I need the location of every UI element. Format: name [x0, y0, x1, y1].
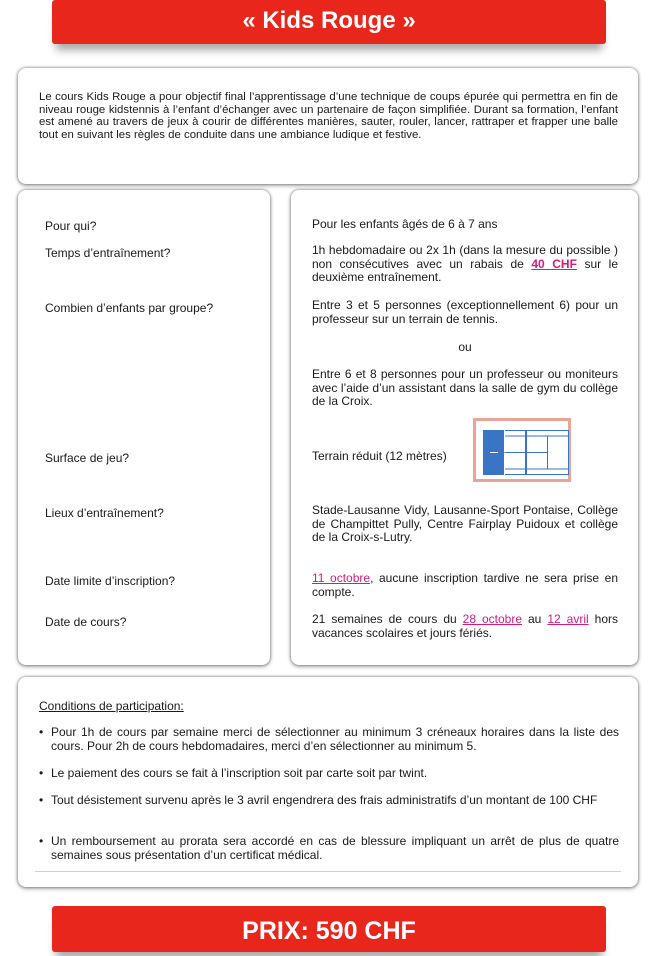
answer-pour-qui: Pour les enfants âgés de 6 à 7 ans — [312, 217, 498, 231]
answer-groupe-gym: Entre 6 et 8 personnes pour un professeur ou moniteurs avec l’aide d’un assistant dans la salle de gym du collège de la Croix. — [312, 367, 618, 409]
answer-or: ou — [458, 340, 472, 354]
price-label: PRIX: 590 CHF — [242, 917, 416, 945]
condition-item: • Le paiement des cours se fait à l’inscription soit par carte soit par twint. — [39, 767, 619, 781]
question-surface: Surface de jeu? — [45, 451, 130, 465]
question-temps: Temps d’entraînement? — [45, 246, 171, 260]
tennis-court-icon — [473, 418, 571, 482]
answer-surface: Terrain réduit (12 mètres) — [312, 449, 447, 463]
questions-panel — [18, 190, 270, 665]
page-title: « Kids Rouge » — [242, 7, 416, 34]
answer-temps: 1h hebdomadaire ou 2x 1h (dans la mesure du possible ) non consécutives avec un rabais de 40 CHF sur le deuxième entraînement. — [312, 243, 619, 285]
question-pour-qui: Pour qui? — [45, 219, 97, 233]
answer-lieux: Stade-Lausanne Vidy, Lausanne-Sport Pontaise, Collège de Champittet Pully, Centre Fairplay Puidoux et collège de la Croix-s-Lutry. — [312, 503, 618, 545]
intro-panel — [18, 68, 638, 184]
question-groupe: Combien d’enfants par groupe? — [45, 301, 214, 315]
condition-item: • Tout désistement survenu après le 3 avril engendrera des frais administratifs d’un montant de 100 CHF — [39, 794, 619, 808]
end-date: 12 avril — [547, 612, 589, 626]
condition-item: • Pour 1h de cours par semaine merci de sélectionner au minimum 3 créneaux horaires dans la liste des cours. Pour 2h de cours hebdomadaires, merci d’en sélectionner au minimum 5. — [39, 726, 619, 753]
question-date-cours: Date de cours? — [45, 615, 127, 629]
start-date: 28 octobre — [462, 612, 523, 626]
intro-text: Le cours Kids Rouge a pour objectif final l’apprentissage d’une technique de coups épurée qui permettra en fin de niveau rouge kidstennis à l’enfant d’échanger avec un partenaire de façon simplifiée. Durant sa formation, l’enfant est amené au travers de jeux à courir de différentes manières, sauter, rouler, lancer, rattraper et frapper une balle tout en suivant les règles de conduite dans une ambiance ludique et festive. — [39, 91, 618, 141]
conditions-panel — [18, 677, 638, 887]
divider — [35, 871, 621, 872]
question-lieux: Lieux d’entraînement? — [45, 506, 164, 520]
conditions-title: Conditions de participation: — [39, 699, 184, 713]
answer-groupe: Entre 3 et 5 personnes (exceptionnellement 6) pour un professeur sur un terrain de tennis. — [312, 298, 618, 326]
price-banner — [52, 906, 606, 952]
answer-date-limite: 11 octobre, aucune inscription tardive ne sera prise en compte. — [312, 571, 618, 599]
question-date-limite: Date limite d’inscription? — [45, 574, 176, 588]
title-banner — [52, 0, 606, 44]
answer-date-cours: 21 semaines de cours du 28 octobre au 12 avril hors vacances scolaires et jours fériés. — [312, 612, 618, 640]
answers-panel — [291, 190, 638, 665]
condition-item: • Un remboursement au prorata sera accordé en cas de blessure impliquant un arrêt de plus de quatre semaines sous présentation d’un certificat médical. — [39, 835, 619, 862]
discount-amount: 40 CHF — [531, 256, 577, 271]
deadline-date: 11 octobre — [312, 571, 371, 585]
